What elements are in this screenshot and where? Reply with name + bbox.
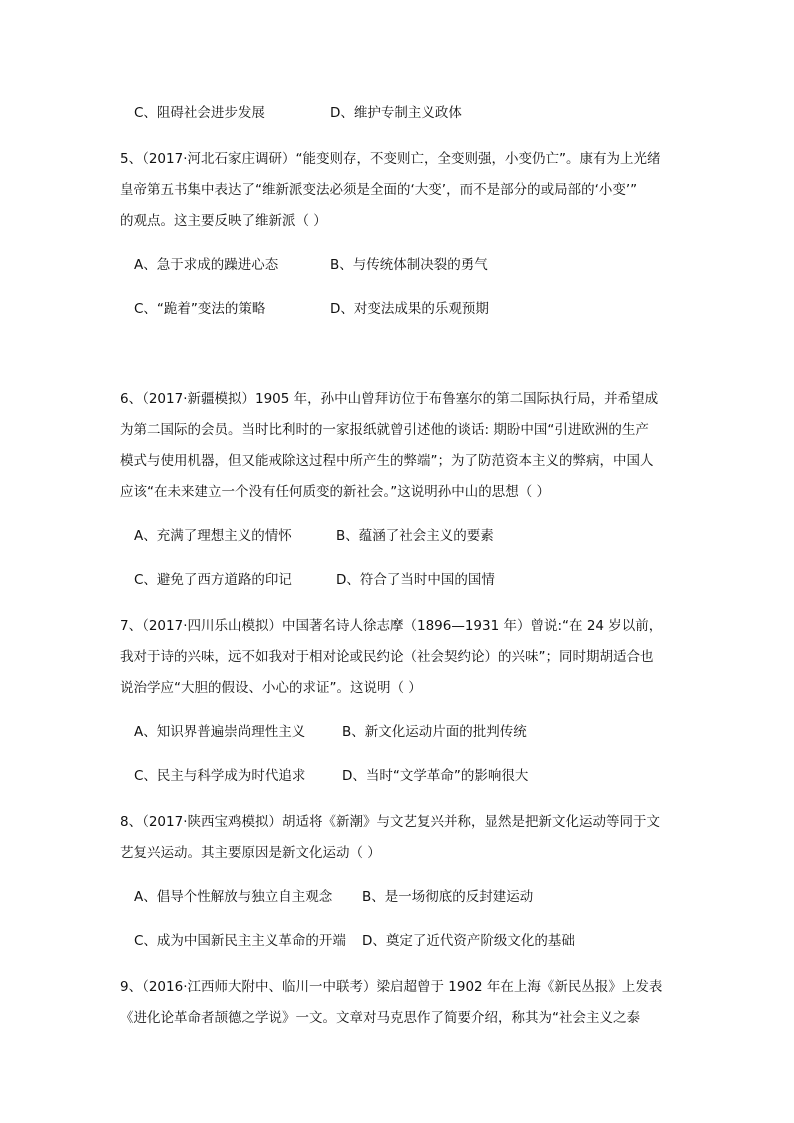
- q6-stem-line-3: 模式与使用机器，但又能戒除这过程中所产生的弊端”；为了防范资本主义的弊病，中国人: [120, 453, 654, 469]
- q8-stem-line-2: 艺复兴运动。其主要原因是新文化运动（ ）: [120, 845, 381, 861]
- q5-option-a: A、急于求成的躁进心态: [134, 257, 279, 273]
- q7-stem-line-2: 我对于诗的兴味，远不如我对于相对论或民约论（社会契约论）的兴味”；同时期胡适合也: [120, 649, 654, 665]
- q8-stem-line-1: 8、（2017·陕西宝鸡模拟）胡适将《新潮》与文艺复兴并称，显然是把新文化运动等同于文: [120, 814, 660, 830]
- q6-option-a: A、充满了理想主义的情怀: [134, 528, 292, 544]
- q4-option-d: D、维护专制主义政体: [330, 105, 462, 121]
- q6-option-c: C、避免了西方道路的印记: [134, 572, 292, 588]
- q5-stem-line-1: 5、（2017·河北石家庄调研）“能变则存，不变则亡，全变则强，小变仍亡”。康有为上光绪: [120, 151, 661, 167]
- q8-option-b: B、是一场彻底的反封建运动: [362, 889, 534, 905]
- q9-stem-line-2: 《进化论革命者颉德之学说》一文。文章对马克思作了简要介绍，称其为“社会主义之泰: [120, 1010, 640, 1026]
- q8-option-a: A、倡导个性解放与独立自主观念: [134, 889, 333, 905]
- q6-stem-line-1: 6、（2017·新疆模拟）1905 年，孙中山曾拜访位于布鲁塞尔的第二国际执行局，并希望成: [120, 391, 659, 407]
- q5-option-b: B、与传统体制决裂的勇气: [330, 257, 488, 273]
- q7-stem-line-1: 7、（2017·四川乐山模拟）中国著名诗人徐志摩（1896—1931 年）曾说:“在 24 岁以前，: [120, 618, 663, 634]
- q4-option-c: C、阻碍社会进步发展: [134, 105, 265, 121]
- q5-stem-line-3: 的观点。这主要反映了维新派（ ）: [120, 213, 327, 229]
- q7-option-d: D、当时“文学革命”的影响很大: [342, 768, 529, 784]
- q6-stem-line-2: 为第二国际的会员。当时比利时的一家报纸就曾引述他的谈话: 期盼中国“引进欧洲的生产: [120, 422, 649, 438]
- q6-option-d: D、符合了当时中国的国情: [336, 572, 495, 588]
- q7-option-a: A、知识界普遍崇尚理性主义: [134, 724, 306, 740]
- q6-option-b: B、蕴涵了社会主义的要素: [336, 528, 494, 544]
- q7-option-b: B、新文化运动片面的批判传统: [342, 724, 527, 740]
- q5-option-d: D、对变法成果的乐观预期: [330, 301, 489, 317]
- q5-stem-line-2: 皇帝第五书集中表达了“维新派变法必须是全面的‘大变’，而不是部分的或局部的‘小变’”: [120, 182, 638, 198]
- q6-stem-line-4: 应该“在未来建立一个没有任何质变的新社会。”这说明孙中山的思想（ ）: [120, 484, 551, 500]
- q7-stem-line-3: 说治学应“大胆的假设、小心的求证”。这说明（ ）: [120, 680, 422, 696]
- q7-option-c: C、民主与科学成为时代追求: [134, 768, 306, 784]
- q8-option-d: D、奠定了近代资产阶级文化的基础: [362, 933, 575, 949]
- q5-option-c: C、“跪着”变法的策略: [134, 301, 266, 317]
- q8-option-c: C、成为中国新民主主义革命的开端: [134, 933, 346, 949]
- q9-stem-line-1: 9、（2016·江西师大附中、临川一中联考）梁启超曾于 1902 年在上海《新民丛报》上发表: [120, 979, 663, 995]
